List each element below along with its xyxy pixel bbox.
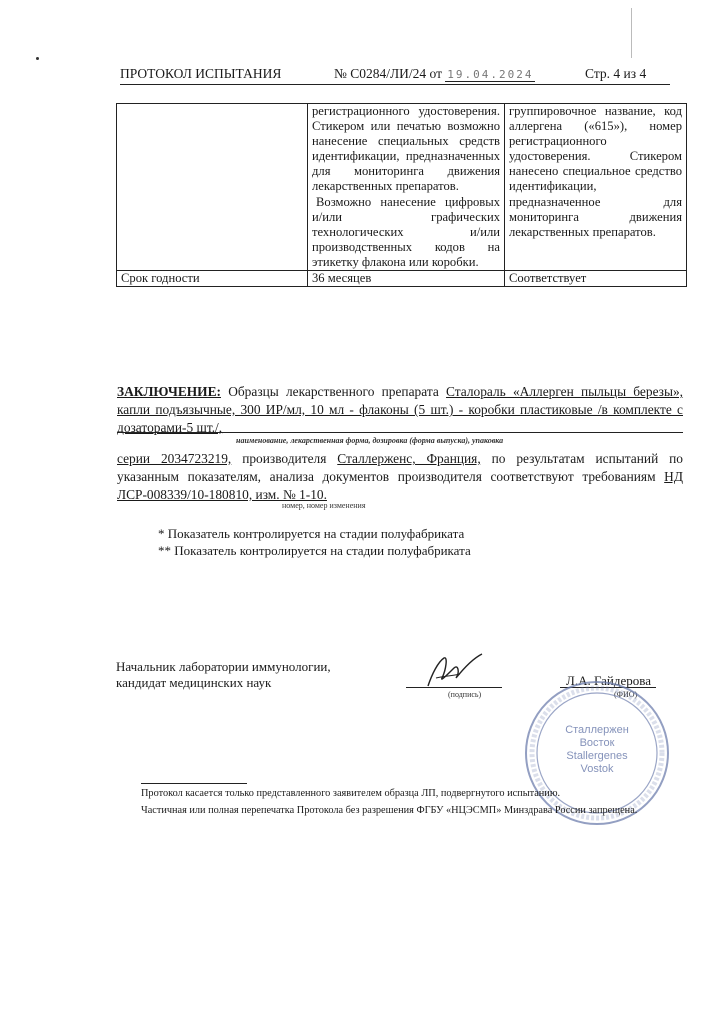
signatory-name: Л.А. Гайдерова: [566, 673, 651, 688]
shelf-life-result: Соответствует: [505, 271, 687, 287]
conclusion-series: серии 2034723219,: [117, 451, 232, 466]
stamp-text: [522, 724, 672, 776]
footer-line-1: Протокол касается только представленного заявителем образца ЛП, подвергнутого испытанию.: [141, 788, 561, 799]
stamp-line-1: Сталлержен: [565, 724, 629, 736]
header-divider: [120, 84, 670, 85]
protocol-number: [334, 66, 535, 82]
product-caption: наименование, лекарственная форма, дозировка (форма выпуска), упаковка: [236, 436, 504, 445]
table-cell-requirement: [308, 104, 505, 271]
conclusion-nd: НД ЛСР-008339/10-180810, изм. № 1-10.: [117, 469, 683, 502]
position-line-1: Начальник лаборатории иммунологии,: [116, 659, 331, 674]
name-caption: (ФИО): [614, 690, 638, 699]
conclusion-manufacturer: Сталлерженс, Франция,: [337, 451, 481, 466]
conclusion-product: Сталораль «Аллерген пыльцы березы», капли подъязычные, 300 ИР/мл, 10 мл - флаконы (5 шт.) - коробки пластиковые /в комплекте с дозаторами-5 шт./,: [117, 384, 684, 435]
protocol-date-stamp: 19.04.2024: [447, 68, 534, 81]
footer-notes: [141, 787, 671, 818]
table-row: [117, 271, 687, 287]
stamp-line-4: Vostok: [580, 763, 614, 775]
shelf-life-label: Срок годности: [117, 271, 308, 287]
scan-speck: [36, 57, 39, 60]
protocol-title: ПРОТОКОЛ ИСПЫТАНИЯ: [120, 66, 282, 81]
product-underline: [117, 432, 683, 433]
stamp-line-3: Stallergenes: [566, 750, 628, 762]
protocol-number-text: № С0284/ЛИ/24 от: [334, 66, 443, 81]
requirement-text-2: Возможно нанесение цифровых и/или графических технологических и/или производственных кодов на этикетку флакона или коробки.: [312, 194, 500, 269]
table-cell-indicator: [117, 104, 308, 271]
conclusion-result: по результатам испытаний по указанным показателям, анализа документов производителя соответствуют требованиям: [117, 451, 683, 484]
shelf-life-requirement: 36 месяцев: [308, 271, 505, 287]
manufacturer-label: производителя: [242, 451, 327, 466]
conclusion-series-block: [117, 450, 683, 504]
note-1: * Показатель контролируется на стадии полуфабриката: [158, 526, 465, 541]
footer-line-2: Частичная или полная перепечатка Протокола без разрешения ФГБУ «НЦЭСМП» Минздрава России запрещена.: [141, 805, 638, 816]
note-2: ** Показатель контролируется на стадии полуфабриката: [158, 543, 471, 558]
requirement-text-1: регистрационного удостоверения. Стикером или печатью возможно нанесение специальных средств идентификации, предназначенных для мониторинга движения лекарственных препаратов.: [312, 104, 500, 194]
stamp-line-2: Восток: [579, 737, 615, 749]
table-row: [117, 104, 687, 271]
position-line-2: кандидат медицинских наук: [116, 675, 272, 690]
scan-edge-mark: [631, 8, 632, 58]
signature-caption: (подпись): [448, 690, 482, 699]
conclusion-block: [117, 383, 683, 437]
conclusion-heading: ЗАКЛЮЧЕНИЕ:: [117, 384, 221, 399]
page-indicator: Стр. 4 из 4: [585, 66, 647, 81]
specification-table: [116, 103, 687, 287]
conclusion-intro: Образцы лекарственного препарата: [228, 384, 439, 399]
signature-line: [406, 687, 502, 688]
footer-divider: [141, 783, 247, 784]
handwritten-signature: [418, 648, 498, 692]
table-cell-result: группировочное название, код аллергена («615»), номер регистрационного удостоверения. Стикером нанесено специальное средство идентификации, предназначенное для мониторинга движения лекарственных препаратов.: [505, 104, 687, 271]
nd-caption: номер, номер изменения: [282, 501, 366, 510]
signatory-position: [116, 659, 331, 691]
